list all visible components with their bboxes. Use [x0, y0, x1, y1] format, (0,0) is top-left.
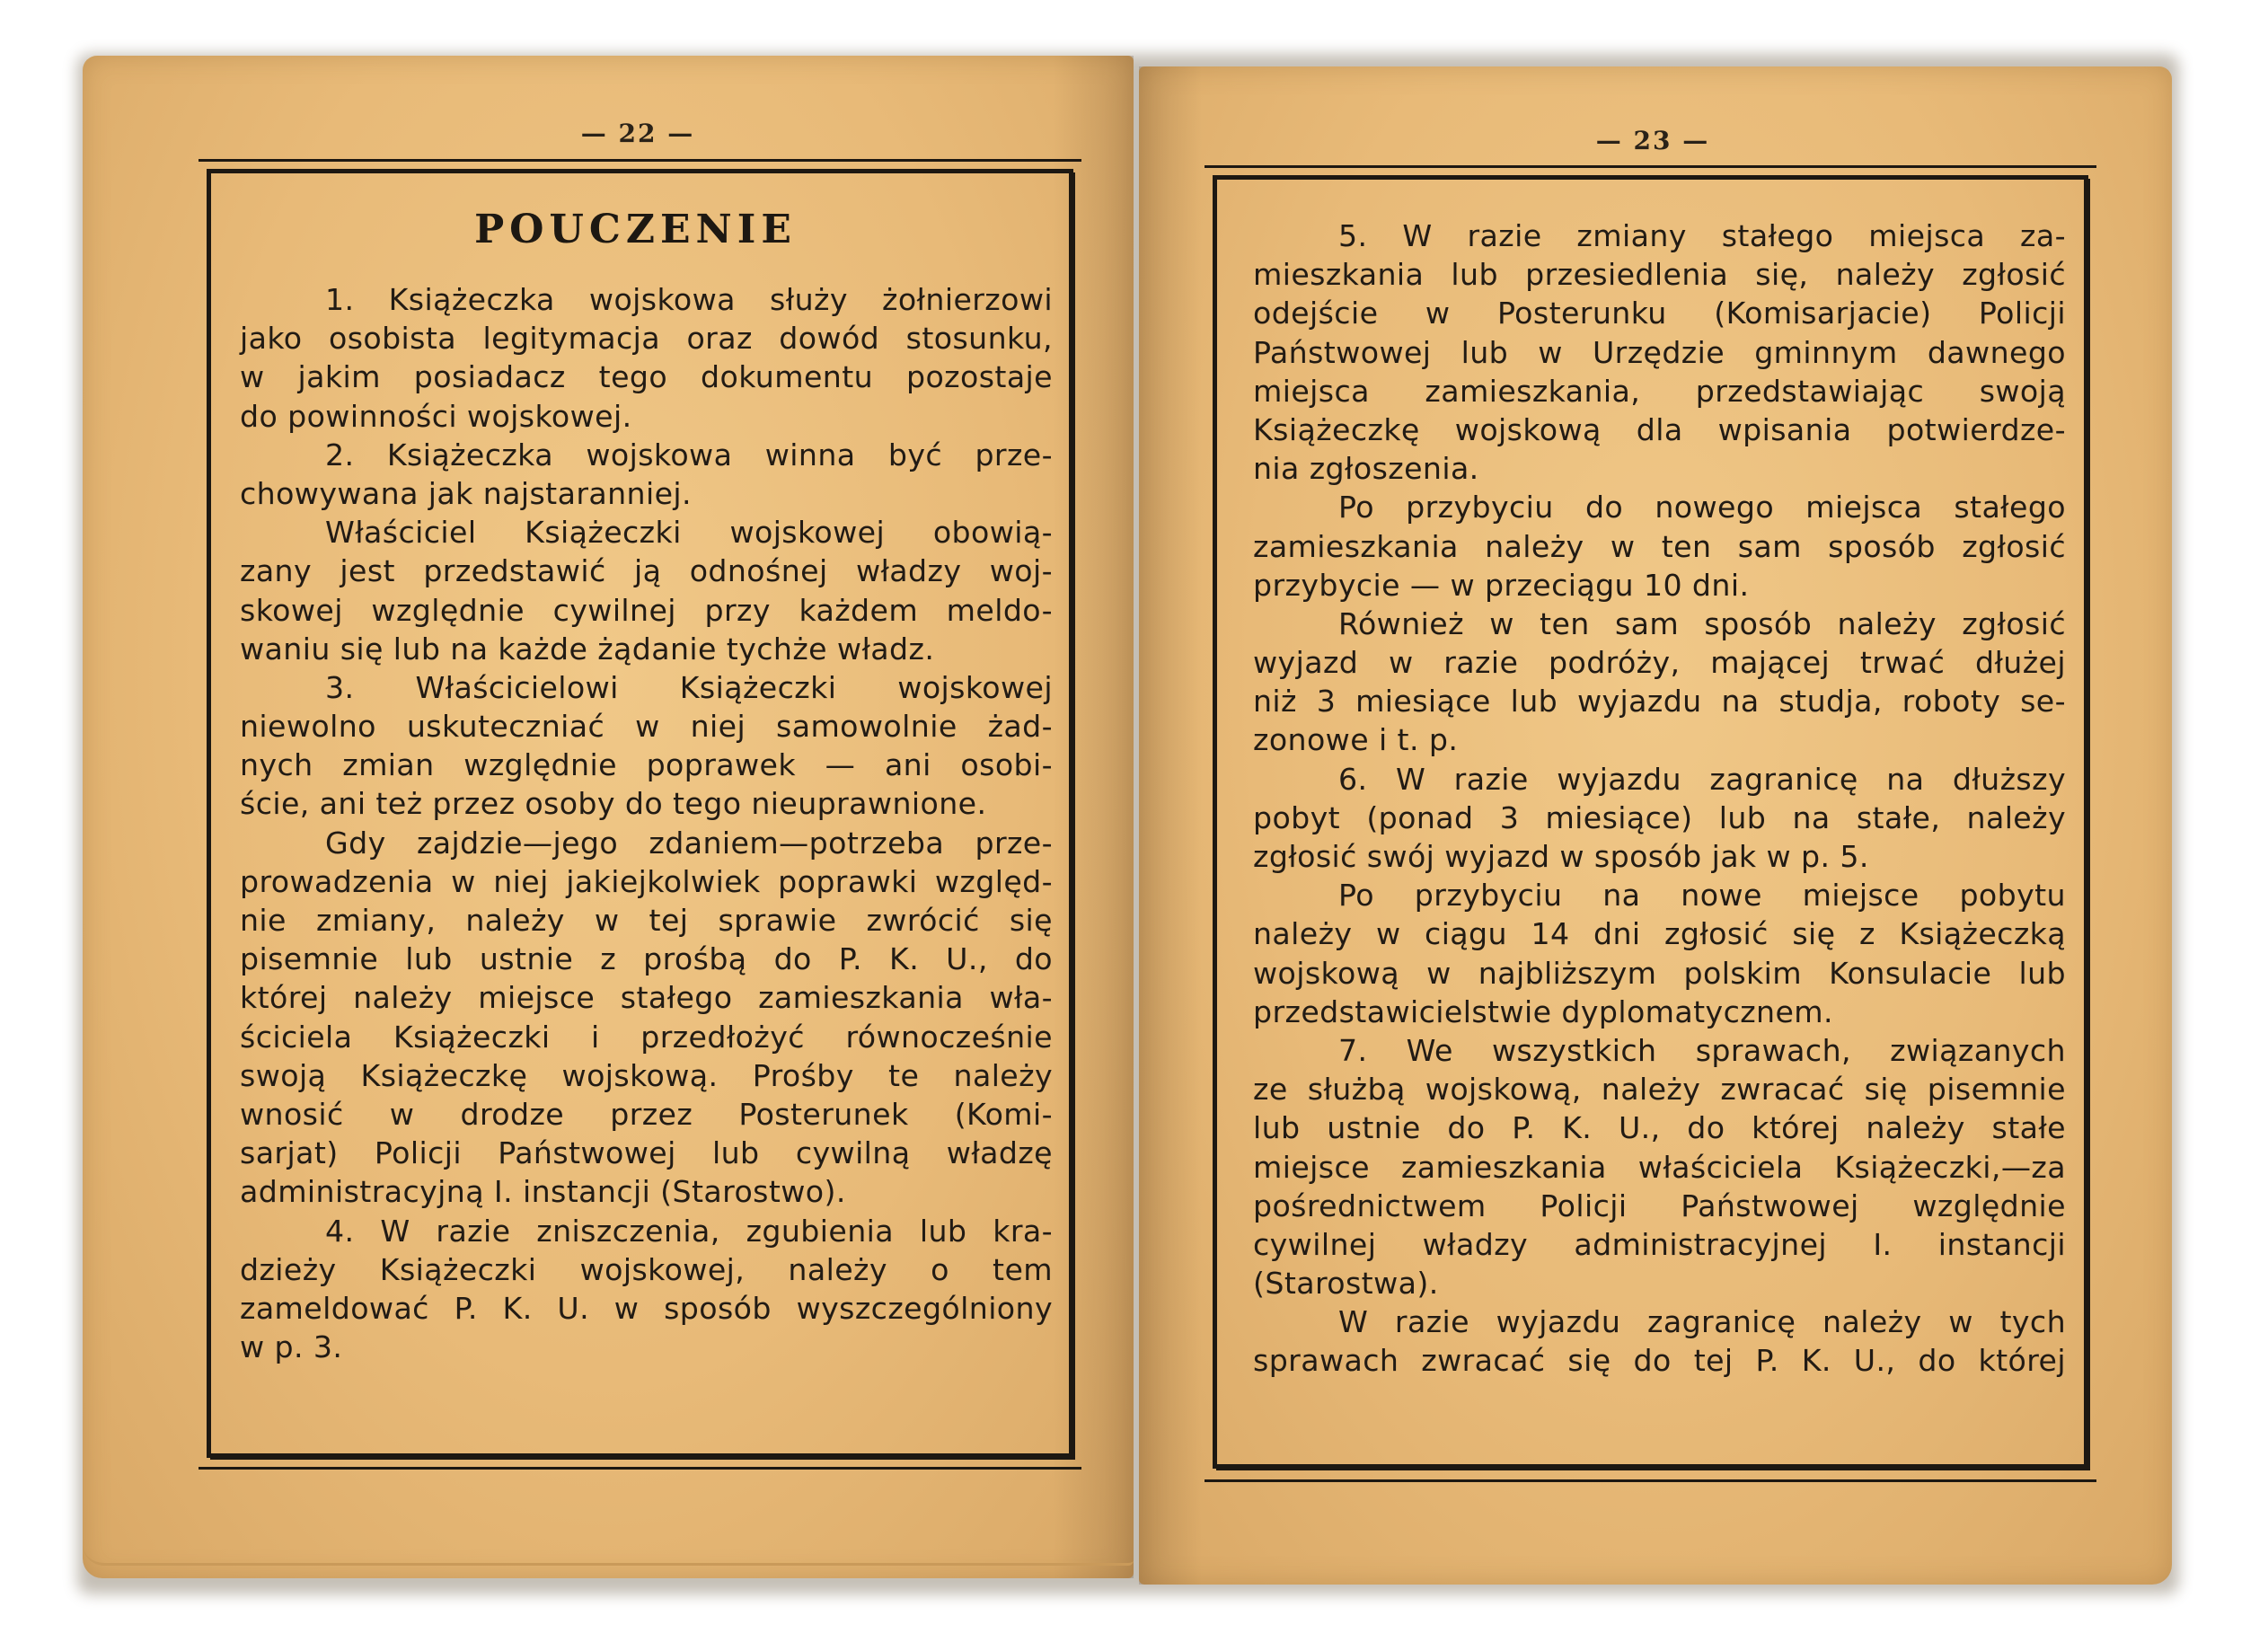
text-line: swoją Książeczkę wojskową. Prośby te należy [240, 1057, 1053, 1093]
text-line: pośrednictwem Policji Państwowej względnie [1253, 1187, 2066, 1223]
text-line: 6. W razie wyjazdu zagranicę na dłuższy [1338, 761, 2066, 797]
right-page-number: — 23 — [1595, 126, 1710, 155]
text-line: zgłosić swój wyjazd w sposób jak w p. 5. [1253, 839, 1869, 874]
text-line: Po przybyciu do nowego miejsca stałego [1338, 490, 2066, 525]
left-page-text [240, 280, 1053, 1366]
text-line: Również w ten sam sposób należy zgłosić [1338, 605, 2066, 641]
text-line: pobyt (ponad 3 miesiące) lub na stałe, należy [1253, 799, 2066, 835]
text-line: niewolno uskuteczniać w niej samowolnie żad- [240, 709, 1053, 745]
text-line: nie zmiany, należy w tej sprawie zwrócić się [240, 903, 1053, 938]
text-line: miejsce zamieszkania właściciela Książeczki,—za [1253, 1149, 2066, 1185]
right-frame-top-rule [1205, 165, 2096, 168]
text-line: zamieszkania należy w ten sam sposób zgłosić [1253, 528, 2066, 564]
text-line: prowadzenia w niej jakiejkolwiek poprawki względ- [240, 863, 1053, 899]
text-line: waniu się lub na każde żądanie tychże władz. [240, 631, 935, 667]
text-line: wojskową w najbliższym polskim Konsulacie lub [1253, 955, 2066, 991]
text-line: wyjazd w razie podróży, mającej trwać dłużej [1253, 645, 2066, 681]
text-line: Po przybyciu na nowe miejsce pobytu [1338, 878, 2066, 914]
right-frame-bottom-rule [1205, 1479, 2096, 1482]
text-line: zonowe i t. p. [1253, 722, 1459, 758]
text-line: mieszkania lub przesiedlenia się, należy zgłosić [1253, 257, 2066, 293]
left-frame-bottom-rule [199, 1467, 1081, 1470]
text-line: w p. 3. [240, 1329, 343, 1365]
text-line: administracyjną I. instancji (Starostwo). [240, 1174, 846, 1210]
text-line: chowywana jak najstaranniej. [240, 475, 692, 511]
text-line: przybycie — w przeciągu 10 dni. [1253, 567, 1750, 603]
text-line: (Starostwa). [1253, 1266, 1439, 1302]
text-line: 1. Książeczka wojskowa służy żołnierzowi [325, 282, 1053, 317]
text-line: jako osobista legitymacja oraz dowód stosunku, [240, 321, 1053, 357]
text-line: której należy miejsce stałego zamieszkania wła- [240, 980, 1053, 1016]
text-line: ściciela Książeczki i przedłożyć równocześnie [240, 1019, 1053, 1055]
text-line: 2. Książeczka wojskowa winna być prze- [325, 437, 1053, 472]
text-line: dzieży Książeczki wojskowej, należy o tem [240, 1251, 1053, 1287]
text-line: Gdy zajdzie—jego zdaniem—potrzeba prze- [325, 825, 1053, 861]
text-line: Państwowej lub w Urzędzie gminnym dawnego [1253, 334, 2066, 370]
text-line: cywilnej władzy administracyjnej I. instancji [1253, 1226, 2066, 1262]
text-line: ście, ani też przez osoby do tego nieuprawnione. [240, 786, 987, 822]
text-line: w jakim posiadacz tego dokumentu pozostaje [240, 359, 1053, 395]
left-page-number: — 22 — [580, 119, 695, 148]
text-line: przedstawicielstwie dyplomatycznem. [1253, 993, 1833, 1029]
text-line: nia zgłoszenia. [1253, 451, 1479, 487]
left-frame-top-rule [199, 159, 1081, 162]
text-line: 7. We wszystkich sprawach, związanych [1338, 1032, 2066, 1068]
text-line: nych zmian względnie poprawek — ani osobi- [240, 747, 1053, 783]
text-line: 5. W razie zmiany stałego miejsca za- [1338, 218, 2066, 253]
document-title: POUCZENIE [474, 207, 797, 252]
text-line: należy w ciągu 14 dni zgłosić się z Książeczką [1253, 916, 2066, 952]
text-line: odejście w Posterunku (Komisarjacie) Policji [1253, 296, 2066, 331]
text-line: Właściciel Książeczki wojskowej obowią- [325, 515, 1053, 551]
text-line: skowej względnie cywilnej przy każdem meldo- [240, 592, 1053, 628]
text-line: ze służbą wojskową, należy zwracać się pisemnie [1253, 1072, 2066, 1108]
text-line: 4. W razie zniszczenia, zgubienia lub kra- [325, 1213, 1053, 1249]
text-line: miejsca zamieszkania, przedstawiając swoją [1253, 373, 2066, 409]
text-line: 3. Właścicielowi Książeczki wojskowej [325, 669, 1053, 705]
text-line: zany jest przedstawić ją odnośnej władzy woj- [240, 553, 1053, 589]
text-line: lub ustnie do P. K. U., do której należy stałe [1253, 1110, 2066, 1146]
text-line: niż 3 miesiące lub wyjazdu na studja, roboty se- [1253, 684, 2066, 720]
text-line: W razie wyjazdu zagranicę należy w tych [1338, 1304, 2066, 1340]
text-line: Książeczkę wojskową dla wpisania potwierdze- [1253, 411, 2066, 447]
right-page-text [1253, 216, 2066, 1381]
text-line: sprawach zwracać się do tej P. K. U., do której [1253, 1343, 2066, 1379]
text-line: sarjat) Policji Państwowej lub cywilną władzę [240, 1135, 1053, 1171]
text-line: do powinności wojskowej. [240, 398, 632, 434]
text-line: zameldować P. K. U. w sposób wyszczególniony [240, 1290, 1053, 1326]
text-line: wnosić w drodze przez Posterunek (Komi- [240, 1096, 1053, 1132]
page-edges [83, 1527, 1134, 1566]
text-line: pisemnie lub ustnie z prośbą do P. K. U., do [240, 941, 1053, 977]
